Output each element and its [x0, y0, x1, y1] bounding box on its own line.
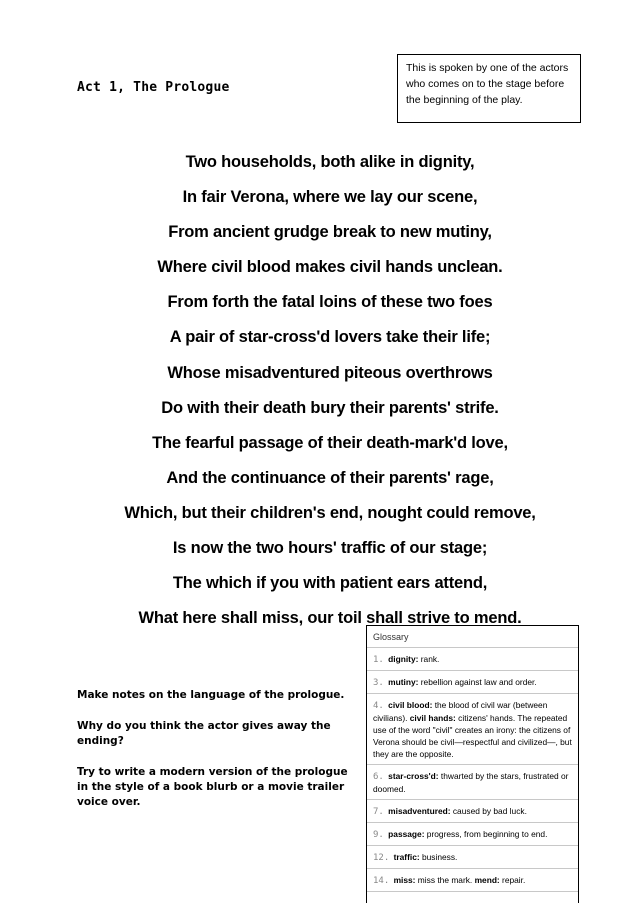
task-prompt: Make notes on the language of the prologue.: [77, 689, 345, 701]
task-prompts: [77, 688, 357, 826]
glossary-definition: repair.: [499, 875, 526, 885]
glossary-term: mend:: [474, 875, 500, 885]
glossary-definition: rank.: [418, 654, 440, 664]
glossary-entry-number: 6.: [373, 772, 384, 782]
task-prompt: Why do you think the actor gives away the ending?: [77, 720, 331, 747]
glossary-entry: [367, 671, 578, 694]
stage-note-text: This is spoken by one of the actors who comes on to the stage before the beginning of the play.: [406, 62, 569, 106]
glossary-entry: [367, 869, 578, 892]
glossary-entry: [367, 800, 578, 823]
glossary-term: miss:: [393, 875, 416, 885]
glossary-term: civil blood:: [388, 700, 433, 710]
glossary-entry: [367, 823, 578, 846]
glossary-definition: rebellion against law and order.: [418, 677, 537, 687]
glossary-entry-number: 4.: [373, 701, 384, 711]
glossary-box: [366, 625, 579, 903]
poem-line: Two households, both alike in dignity,: [185, 153, 475, 171]
poem-line: Do with their death bury their parents' strife.: [161, 398, 499, 417]
glossary-list: [367, 648, 578, 892]
poem-line: In fair Verona, where we lay our scene,: [182, 188, 478, 207]
poem-line: From forth the fatal loins of these two foes: [167, 293, 493, 312]
glossary-term: misadventured:: [388, 806, 451, 816]
prologue-poem: [60, 150, 600, 641]
glossary-definition: progress, from beginning to end.: [424, 829, 548, 839]
poem-line: And the continuance of their parents' rage,: [166, 468, 494, 487]
poem-line: Which, but their children's end, nought could remove,: [124, 503, 536, 522]
glossary-entry-number: 9.: [373, 830, 384, 840]
glossary-entry: [367, 694, 578, 765]
glossary-entry: [367, 648, 578, 671]
glossary-entry-number: 14.: [373, 876, 390, 886]
glossary-definition: miss the mark.: [415, 875, 475, 885]
task-prompt: Try to write a modern version of the prologue in the style of a book blurb or a movie trailer voice over.: [77, 766, 348, 808]
glossary-term: civil hands:: [409, 713, 456, 723]
poem-line: Where civil blood makes civil hands unclean.: [157, 258, 503, 277]
glossary-definition: the blood of civil war (between civilians).: [373, 700, 548, 723]
glossary-entry-number: 1.: [373, 655, 384, 665]
glossary-term: mutiny:: [388, 677, 419, 687]
glossary-entry-number: 12.: [373, 853, 390, 863]
glossary-definition: thwarted by the stars, frustrated or doomed.: [373, 771, 569, 794]
glossary-entry-number: 3.: [373, 678, 384, 688]
glossary-term: passage:: [388, 829, 425, 839]
poem-line: The fearful passage of their death-mark'd love,: [152, 433, 508, 452]
glossary-entry-number: 7.: [373, 807, 384, 817]
glossary-term: traffic:: [393, 852, 420, 862]
stage-note-box: [397, 54, 581, 123]
glossary-term: dignity:: [388, 654, 419, 664]
poem-line: From ancient grudge break to new mutiny,: [168, 223, 492, 242]
poem-line: Whose misadventured piteous overthrows: [167, 363, 493, 382]
glossary-term: star-cross'd:: [388, 771, 439, 781]
glossary-definition: caused by bad luck.: [450, 806, 527, 816]
poem-line: The which if you with patient ears attend,: [172, 574, 488, 593]
poem-line: A pair of star-cross'd lovers take their life;: [169, 328, 491, 347]
glossary-heading: Glossary: [367, 626, 578, 648]
poem-line: Is now the two hours' traffic of our stage;: [172, 539, 488, 558]
glossary-entry: [367, 846, 578, 869]
page-title: Act 1, The Prologue: [77, 80, 230, 95]
glossary-entry: [367, 765, 578, 800]
poem-line: What here shall miss, our toil shall strive to mend.: [138, 609, 522, 628]
glossary-definition: citizens' hands. The repeated use of the word "civil" creates an irony: the citizens of Verona should be civil—respectful and civilized—, but they are the opposite.: [373, 713, 572, 759]
glossary-definition: business.: [419, 852, 458, 862]
